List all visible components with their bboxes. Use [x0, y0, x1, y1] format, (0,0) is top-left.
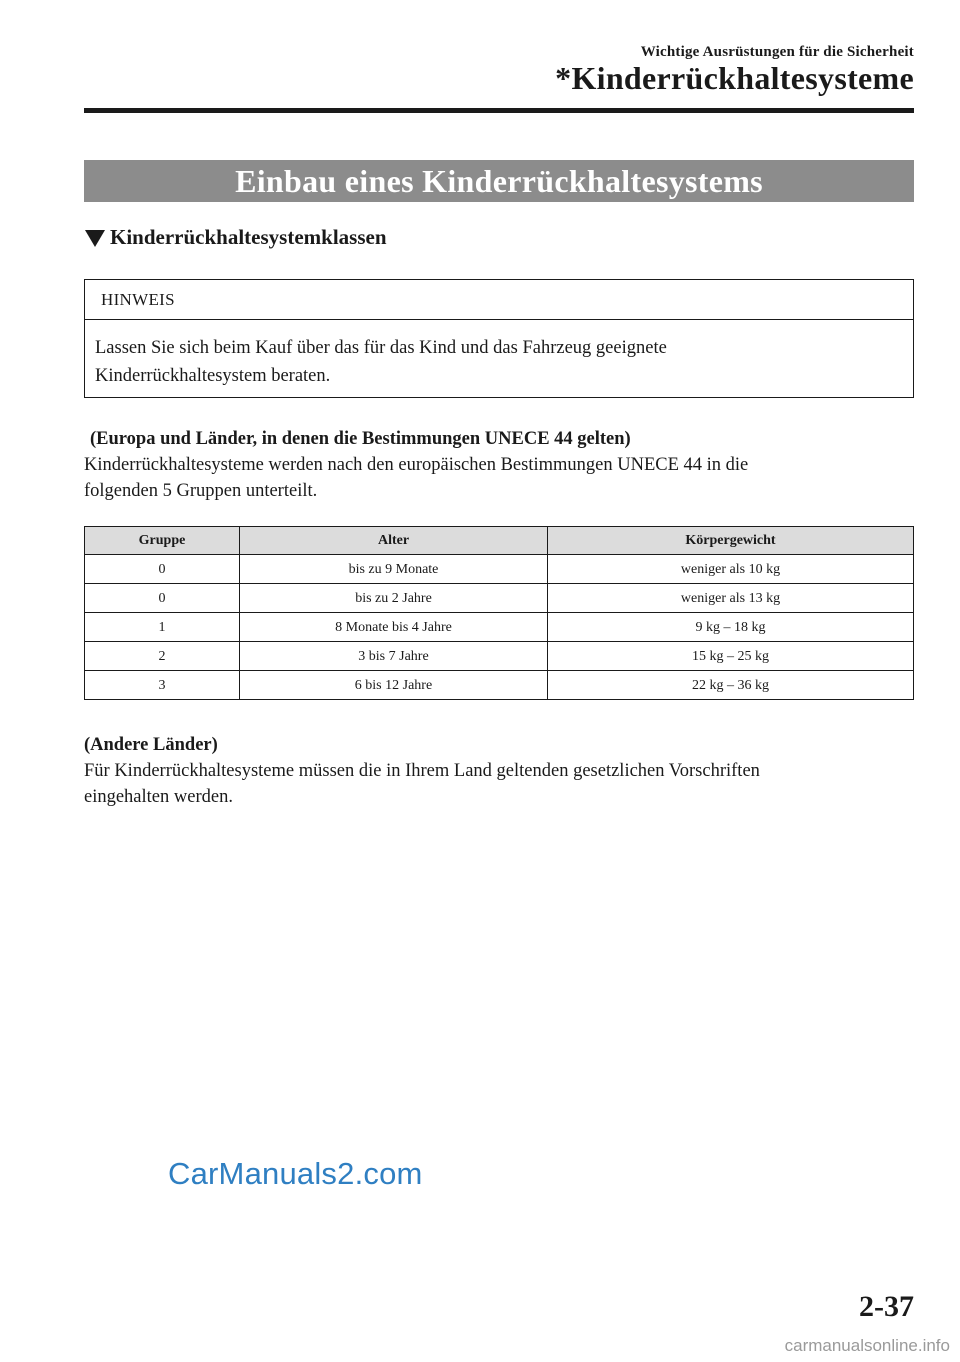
europe-paragraph: [84, 426, 914, 504]
note-text-line: Lassen Sie sich beim Kauf über das für das Kind und das Fahrzeug geeignete: [95, 338, 667, 358]
note-text-line: Kinderrückhaltesystem beraten.: [95, 366, 331, 386]
table-cell: 9 kg – 18 kg: [548, 613, 914, 642]
table-cell: 0: [85, 555, 240, 584]
header-divider: [84, 108, 914, 113]
page-number: 2-37: [859, 1290, 914, 1323]
table-row: [85, 555, 914, 584]
subsection-title: Kinderrückhaltesystemklassen: [110, 225, 387, 249]
table-header-row: [85, 527, 914, 555]
table-cell: 22 kg – 36 kg: [548, 671, 914, 700]
europe-heading: (Europa und Länder, in denen die Bestimmungen UNECE 44 gelten): [90, 429, 631, 449]
table-cell: bis zu 2 Jahre: [240, 584, 548, 613]
table-row: [85, 671, 914, 700]
table-cell: 0: [85, 584, 240, 613]
table-cell: 6 bis 12 Jahre: [240, 671, 548, 700]
header-chapter-title: *Kinderrückhaltesysteme: [555, 60, 914, 96]
table-cell: bis zu 9 Monate: [240, 555, 548, 584]
table-cell: 15 kg – 25 kg: [548, 642, 914, 671]
down-triangle-icon: [84, 228, 106, 248]
table-cell: 2: [85, 642, 240, 671]
watermark-logo: CarManuals2.com: [168, 1156, 423, 1191]
footer-watermark: carmanualsonline.info: [784, 1336, 950, 1355]
table-cell: weniger als 10 kg: [548, 555, 914, 584]
table-cell: weniger als 13 kg: [548, 584, 914, 613]
note-label: HINWEIS: [85, 280, 913, 320]
table-cell: 1: [85, 613, 240, 642]
table-cell: 3 bis 7 Jahre: [240, 642, 548, 671]
column-header: Körpergewicht: [548, 527, 914, 555]
paragraph-line: eingehalten werden.: [84, 787, 233, 807]
table-row: [85, 613, 914, 642]
paragraph-line: Kinderrückhaltesysteme werden nach den europäischen Bestimmungen UNECE 44 in die: [84, 455, 749, 475]
other-countries-heading: (Andere Länder): [84, 735, 218, 755]
note-text: [85, 320, 913, 390]
table-row: [85, 584, 914, 613]
note-box: [84, 279, 914, 398]
group-table: [84, 526, 914, 700]
header-section-label: Wichtige Ausrüstungen für die Sicherheit: [640, 44, 914, 60]
section-banner: Einbau eines Kinderrückhaltesystems: [84, 160, 914, 202]
subsection-heading: [84, 225, 387, 250]
other-countries-paragraph: [84, 732, 914, 810]
paragraph-line: Für Kinderrückhaltesysteme müssen die in Ihrem Land geltenden gesetzlichen Vorschriften: [84, 761, 760, 781]
column-header: Alter: [240, 527, 548, 555]
table-row: [85, 642, 914, 671]
table-cell: 3: [85, 671, 240, 700]
table-cell: 8 Monate bis 4 Jahre: [240, 613, 548, 642]
paragraph-line: folgenden 5 Gruppen unterteilt.: [84, 481, 318, 501]
column-header: Gruppe: [85, 527, 240, 555]
